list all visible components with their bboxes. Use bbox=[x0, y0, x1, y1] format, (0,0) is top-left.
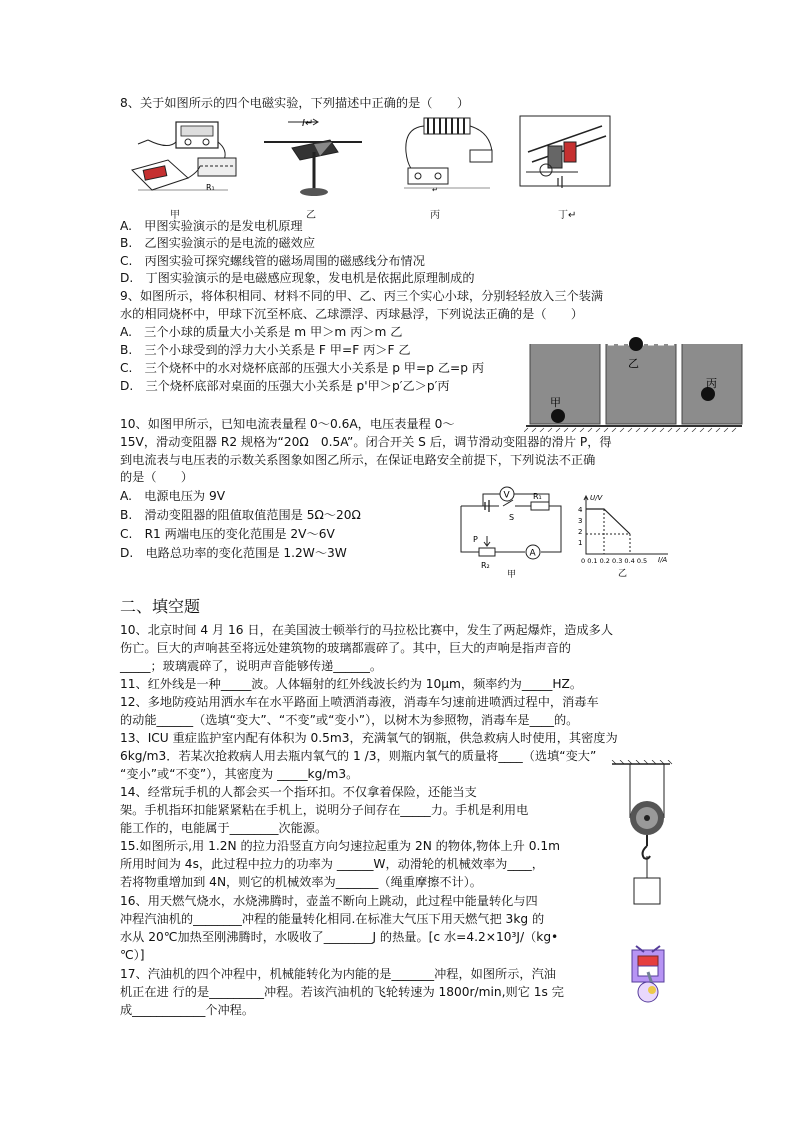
q10a-graph-xticks: 0 0.1 0.2 0.3 0.4 0.5 bbox=[581, 557, 648, 565]
q8-option-b: B. 乙图实验演示的是电流的磁效应 bbox=[120, 236, 316, 250]
q8-option-c: C. 丙图实验可探究螺线管的磁场周围的磁感线分布情况 bbox=[120, 254, 425, 268]
fill-q17-line1: 17、汽油机的四个冲程中，机械能转化为内能的是_______冲程，如图所示，汽油 bbox=[120, 967, 556, 981]
fill-q15-line3: 若将物重增加到 4N，则它的机械效率为_______（绳重摩擦不计）。 bbox=[120, 875, 482, 889]
q8-option-a: A. 甲图实验演示的是发电机原理 bbox=[120, 219, 303, 233]
q15-pulley-figure bbox=[608, 760, 674, 910]
q10a-stem-1: 10、如图甲所示，已知电流表量程 0～0.6A，电压表量程 0～ bbox=[120, 417, 455, 431]
q10a-slider-label: P bbox=[473, 535, 478, 544]
q10a-circuit-diagram bbox=[455, 486, 567, 578]
fill-q15-line2: 所用时间为 4s，此过程中拉力的功率为 ______W，动滑轮的机械效率为____， bbox=[120, 857, 544, 871]
q9-stem-2: 水的相同烧杯中，甲球下沉至杯底、乙球漂浮、丙球悬浮，下列说法正确的是（ ） bbox=[120, 307, 584, 321]
fill-q13-line3: “变小”或“不变”），其密度为 _____kg/m3。 bbox=[120, 767, 359, 781]
fill-q10-line1: 10、北京时间 4 月 16 日，在美国波士顿举行的马拉松比赛中，发生了两起爆炸，造成多人 bbox=[120, 623, 614, 637]
fill-q16-line2: 冲程汽油机的________冲程的能量转化相同.在标准大气压下用天燃气把 3kg 的 bbox=[120, 912, 545, 926]
q9-ball-bing-label: 丙 bbox=[706, 377, 717, 390]
q10a-stem-2: 15V，滑动变阻器 R2 规格为“20Ω 0.5A”。闭合开关 S 后，调节滑动变阻器的滑片 P，得 bbox=[120, 435, 612, 449]
fill-q15-line1: 15.如图所示,用 1.2N 的拉力沿竖直方向匀速拉起重为 2N 的物体,物体上升 0.1m bbox=[120, 839, 560, 853]
q9-option-c: C. 三个烧杯中的水对烧杯底部的压强大小关系是 p 甲=p 乙=p 丙 bbox=[120, 361, 485, 375]
fill-q16-line3: 水从 20℃加热至刚沸腾时，水吸收了________J 的热量。[c 水=4.2×10³J/（kg• bbox=[120, 930, 559, 944]
fill-q14-line3: 能工作的，电能属于________次能源。 bbox=[120, 821, 328, 835]
q10a-graph-caption: 乙 bbox=[618, 569, 628, 578]
fill-q17-line3: 成____________个冲程。 bbox=[120, 1003, 255, 1017]
q9-beakers-figure bbox=[524, 330, 744, 432]
fill-q12-line1: 12、多地防疫站用洒水车在水平路面上喷洒消毒液，消毒车匀速前进喷洒过程中，消毒车 bbox=[120, 695, 599, 709]
q10a-ytick-2: 2 bbox=[578, 528, 583, 536]
q10a-stem-4: 的是（ ） bbox=[120, 470, 194, 484]
q9-option-a: A. 三个小球的质量大小关系是 m 甲＞m 丙＞m 乙 bbox=[120, 325, 403, 339]
fill-q16-line1: 16、用天燃气烧水，水烧沸腾时，壶盖不断向上跳动，此过程中能量转化与四 bbox=[120, 894, 538, 908]
fill-q14-line2: 架。手机指环扣能紧紧粘在手机上，说明分子间存在_____力。手机是利用电 bbox=[120, 803, 529, 817]
q8-stem: 8、关于如图所示的四个电磁实验，下列描述中正确的是（ ） bbox=[120, 96, 470, 110]
q8-figure-jia bbox=[128, 120, 244, 198]
q17-engine-figure bbox=[626, 942, 670, 1004]
q10a-ytick-4: 4 bbox=[578, 506, 583, 514]
q10a-r1-label: R₁ bbox=[533, 492, 542, 501]
fill-q12-line2: 的动能______（选填“变大”、“不变”或“变小”），以树木为参照物，消毒车是____的。 bbox=[120, 713, 579, 727]
q9-ball-yi-label: 乙 bbox=[628, 357, 639, 370]
q10a-option-d: D. 电路总功率的变化范围是 1.2W～3W bbox=[120, 546, 347, 560]
q10a-voltmeter-label: V bbox=[503, 490, 510, 501]
fill-q17-line2: 机正在进 行的是_________冲程。若该汽油机的飞轮转速为 1800r/min,则它 1s 完 bbox=[120, 985, 564, 999]
q8-figure-bing bbox=[394, 112, 500, 198]
q8-figure-ding bbox=[518, 112, 616, 198]
fill-q16-line4: ℃）] bbox=[120, 948, 145, 962]
fill-q11-line1: 11、红外线是一种_____波。人体辐射的红外线波长约为 10μm，频率约为_____HZ。 bbox=[120, 677, 583, 691]
q10a-circuit-caption: 甲 bbox=[507, 570, 517, 578]
q10a-stem-3: 到电流表与电压表的示数关系图象如图乙所示，在保证电路安全前提下，下列说法不正确 bbox=[120, 453, 596, 467]
q8-jia-r1: R₁ bbox=[206, 183, 215, 192]
q10a-ytick-3: 3 bbox=[578, 517, 583, 525]
q8-yi-current: I↵ bbox=[302, 118, 314, 129]
q10a-switch-label: S bbox=[509, 513, 515, 522]
q9-option-d: D. 三个烧杯底部对桌面的压强大小关系是 p'甲＞p′乙＞p′丙 bbox=[120, 379, 450, 393]
q9-ball-jia-label: 甲 bbox=[550, 396, 561, 409]
q8-label-bing: 丙 bbox=[430, 210, 440, 221]
q8-label-jia: 甲 bbox=[170, 210, 180, 221]
fill-q10-line2: 伤亡。巨大的声响甚至将远处建筑物的玻璃都震碎了。其中，巨大的声响是指声音的 bbox=[120, 641, 571, 655]
fill-q13-line2: 6kg/m3．若某次抢救病人用去瓶内氧气的 1 /3，则瓶内氧气的质量将____（选填“变大” bbox=[120, 749, 597, 763]
fill-q14-line1: 14、经常玩手机的人都会买一个指环扣。不仅拿着保险，还能当支 bbox=[120, 785, 477, 799]
q10a-option-b: B. 滑动变阻器的阻值取值范围是 5Ω～20Ω bbox=[120, 508, 361, 522]
q9-option-b: B. 三个小球受到的浮力大小关系是 F 甲=F 丙＞F 乙 bbox=[120, 343, 411, 357]
q10a-ytick-1: 1 bbox=[578, 539, 583, 547]
q8-bing-coil-mark: ↵ bbox=[432, 186, 438, 194]
fill-q10-line3: _____；玻璃震碎了，说明声音能够传递______。 bbox=[120, 659, 383, 673]
q8-figure-yi bbox=[258, 112, 368, 202]
q10a-ammeter-label: A bbox=[529, 548, 536, 559]
q10a-graph-xlabel: I/A bbox=[658, 556, 668, 564]
section2-title: 二、填空题 bbox=[120, 597, 201, 616]
q10a-option-a: A. 电源电压为 9V bbox=[120, 489, 226, 503]
q8-label-ding: 丁↵ bbox=[558, 210, 577, 221]
q8-label-yi: 乙 bbox=[306, 210, 316, 221]
fill-q13-line1: 13、ICU 重症监护室内配有体积为 0.5m3，充满氧气的钢瓶，供急救病人时使用，其密度为 bbox=[120, 731, 618, 745]
q9-stem-1: 9、如图所示，将体积相同、材料不同的甲、乙、丙三个实心小球，分别轻轻放入三个装满 bbox=[120, 289, 604, 303]
q10a-graph-ylabel: U/V bbox=[590, 494, 603, 502]
q10a-r2-label: R₂ bbox=[481, 561, 490, 570]
q8-option-d: D. 丁图实验演示的是电磁感应现象，发电机是依据此原理制成的 bbox=[120, 271, 475, 285]
q10a-ui-graph bbox=[572, 492, 672, 578]
q10a-option-c: C. R1 两端电压的变化范围是 2V～6V bbox=[120, 527, 335, 541]
